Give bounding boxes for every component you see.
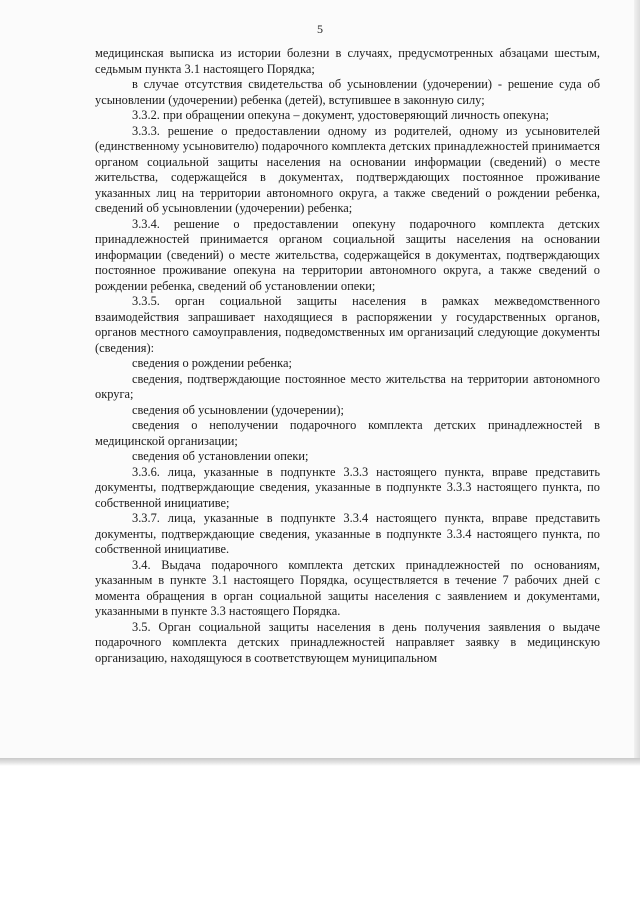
paragraph: 3.3.4. решение о предоставлении опекуну подарочного комплекта детских принадлежностей принимается органом социальной защиты населения на основании информации (сведений) о месте жительства, содержащейся в документах, подтверждающих постоянное проживание опекуна на территории автономного округа, а также сведений о рождении ребенка, сведений об установлении опеки; (95, 216, 600, 293)
paragraph: в случае отсутствия свидетельства об усыновлении (удочерении) - решение суда об усыновлении (удочерении) ребенка (детей), вступившее в законную силу; (95, 77, 600, 107)
paragraph: сведения об установлении опеки; (132, 449, 309, 463)
paragraph: 3.3.6. лица, указанные в подпункте 3.3.3 настоящего пункта, вправе представить документы, подтверждающие сведения, указанные в подпункте 3.3.3 настоящего пункта, по собственной инициативе; (95, 464, 600, 510)
paragraph: 3.3.2. при обращении опекуна – документ, удостоверяющий личность опекуна; (132, 108, 549, 122)
paragraph: сведения, подтверждающие постоянное место жительства на территории автономного округа; (95, 371, 600, 401)
scan-bottom-shadow (0, 758, 640, 766)
paragraph: сведения о рождении ребенка; (132, 356, 292, 370)
paragraph: 3.3.7. лица, указанные в подпункте 3.3.4 настоящего пункта, вправе представить документы, подтверждающие сведения, указанные в подпункте 3.3.4 настоящего пункта, по собственной инициативе. (95, 511, 600, 556)
paragraph: 3.4. Выдача подарочного комплекта детских принадлежностей по основаниям, указанным в пункте 3.1 настоящего Порядка, осуществляется в течение 7 рабочих дней с момента обращения в орган социальной защиты населения с заявлением и документами, указанными в пункте 3.3 настоящего Порядка. (95, 557, 600, 618)
paragraph: медицинская выписка из истории болезни в случаях, предусмотренных абзацами шестым, седьмым пункта 3.1 настоящего Порядка; (95, 46, 600, 76)
paragraph: 3.3.3. решение о предоставлении одному из родителей, одному из усыновителей (единственному усыновителю) подарочного комплекта детских принадлежностей принимается органом социальной защиты населения на основании информации (сведений) о месте жительства, содержащейся в документах, подтверждающих постоянное проживание указанных лиц на территории автономного округа, а также сведений о рождении ребенка, сведений об усыновлении (удочерении) ребенка; (95, 123, 600, 215)
document-body (95, 46, 600, 666)
paragraph: 3.3.5. орган социальной защиты населения в рамках межведомственного взаимодействия запрашивает находящиеся в распоряжении у государственных органов, органов местного самоуправления, подведомственных им организаций следующие документы (сведения): (95, 294, 600, 355)
paragraph: сведения о неполучении подарочного комплекта детских принадлежностей в медицинской организации; (95, 418, 600, 448)
paragraph: 3.5. Орган социальной защиты населения в день получения заявления о выдаче подарочного комплекта детских принадлежностей направляет заявку в медицинскую организацию, находящуюся в соответствующем муниципальном (95, 619, 600, 665)
page-number: 5 (317, 22, 323, 36)
scan-edge-shading (634, 0, 640, 762)
paragraph: сведения об усыновлении (удочерении); (132, 402, 344, 417)
blank-area (0, 766, 640, 905)
